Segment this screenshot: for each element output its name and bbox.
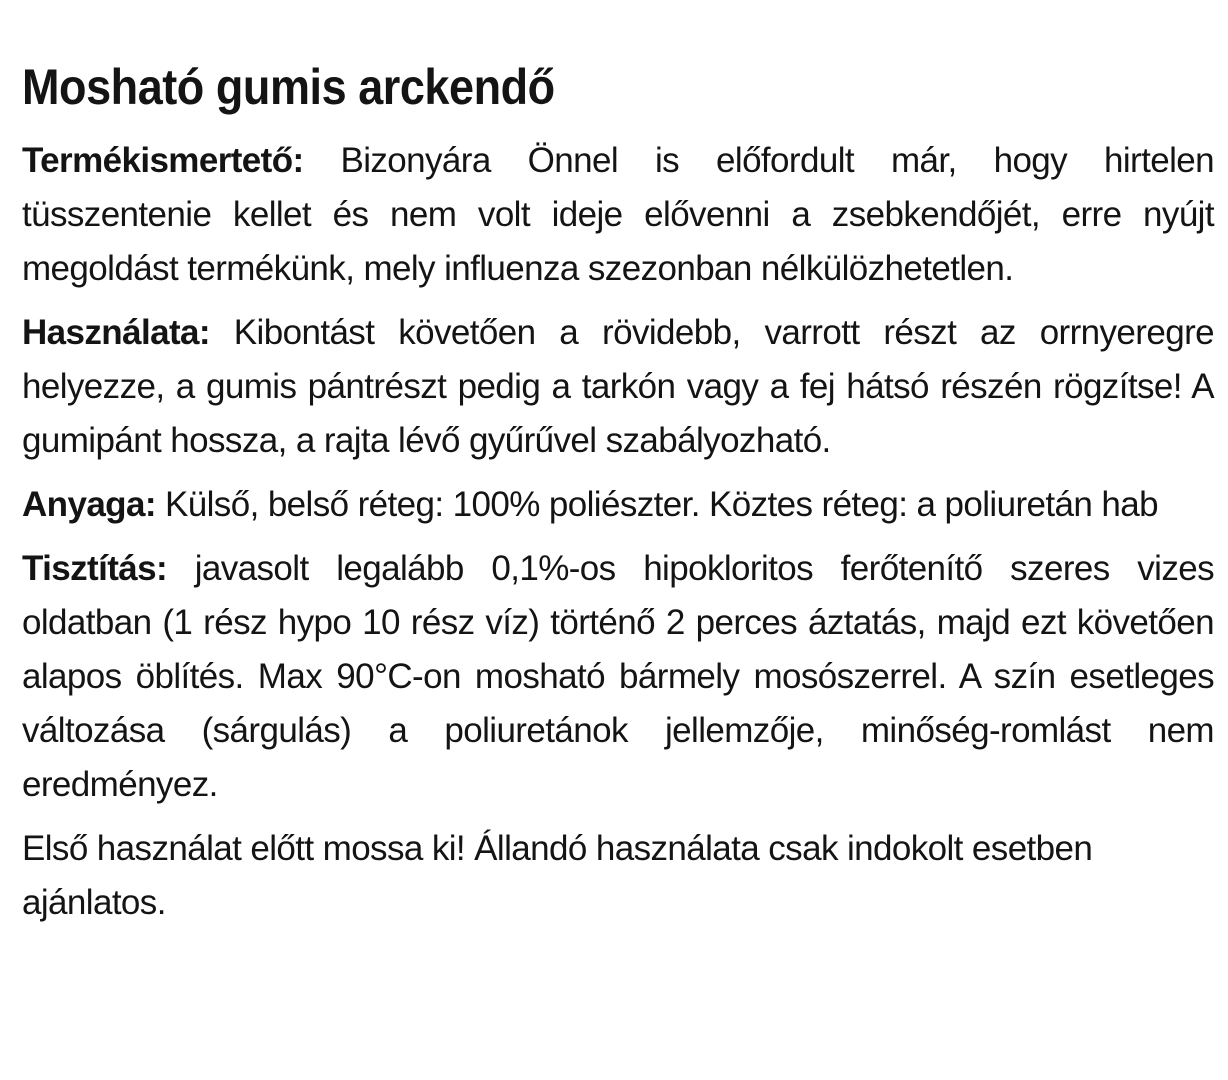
section-text: Bizonyára Önnel is előfordult már, hogy hirtelen tüsszentenie kellet és nem volt ideje elővenni a zsebkendőjét, erre nyújt megoldást termékünk, mely influenza szezonban nélkülözhetetlen.	[22, 141, 1215, 288]
section-label: Anyaga:	[22, 485, 156, 524]
page-title: Mosható gumis arckendő	[22, 59, 555, 115]
section-label: Termékismertető:	[22, 141, 304, 180]
section-text: Kibontást követően a rövidebb, varrott részt az orrnyeregre helyezze, a gumis pántrészt pedig a tarkón vagy a fej hátsó részén rögzítse! A gumipánt hossza, a rajta lévő gyűrűvel szabályozható.	[22, 313, 1215, 460]
section-product-description	[22, 134, 1214, 296]
section-label: Használata:	[22, 313, 210, 352]
section-usage	[22, 306, 1214, 468]
section-text: Külső, belső réteg: 100% poliészter. Köztes réteg: a poliuretán hab	[165, 485, 1158, 524]
usage-note: Első használat előtt mossa ki! Állandó használata csak indokolt esetben ajánlatos.	[22, 829, 1093, 922]
product-label-sheet	[22, 52, 1214, 930]
section-text: javasolt legalább 0,1%-os hipokloritos ferőtenítő szeres vizes oldatban (1 rész hypo 10 rész víz) történő 2 perces áztatás, majd ezt követően alapos öblítés. Max 90°C-on mosható bármely mosószerrel. A szín esetleges változása (sárgulás) a poliuretánok jellemzője, minőség-romlást nem eredményez.	[22, 549, 1215, 804]
section-material	[22, 478, 1214, 532]
section-label: Tisztítás:	[22, 549, 168, 588]
section-cleaning	[22, 542, 1214, 812]
